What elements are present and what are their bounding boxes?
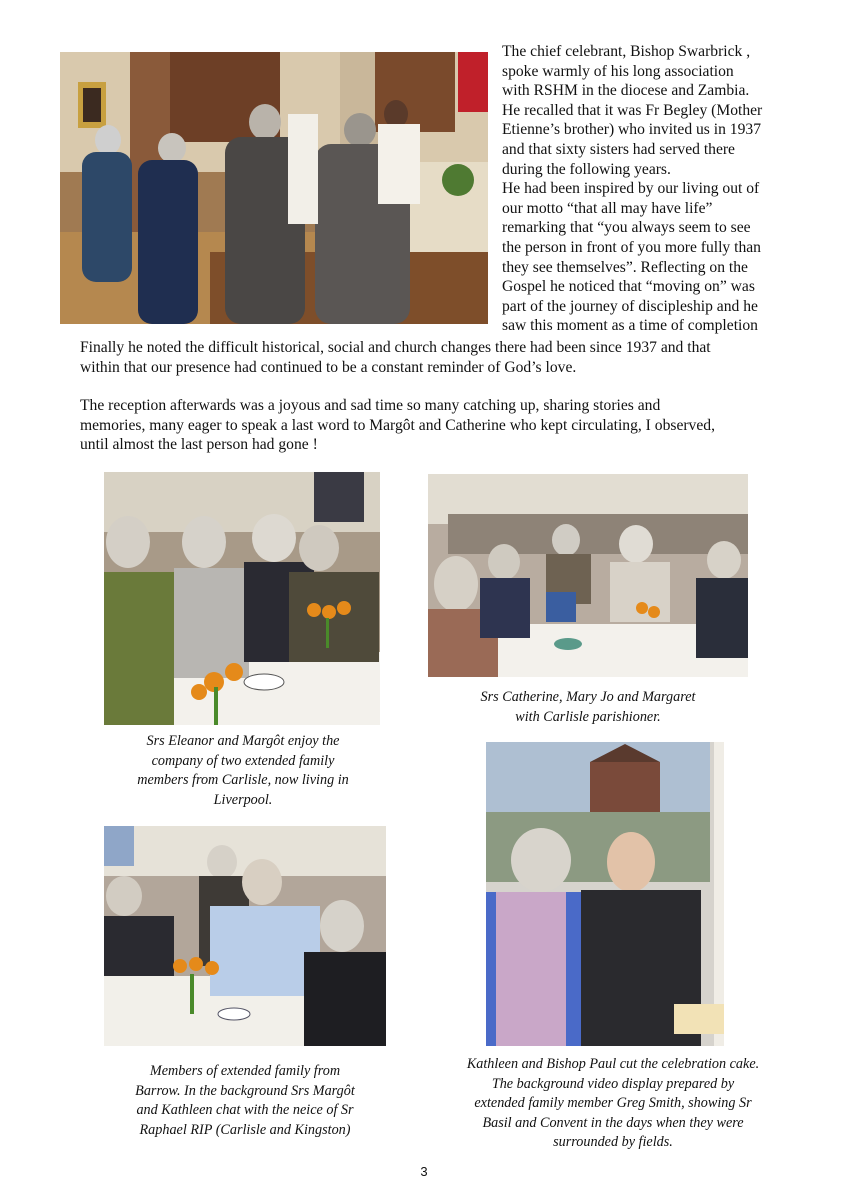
intro-line: they see themselves”. Reflecting on the [502,258,748,276]
intro-line: He recalled that it was Fr Begley (Mother [502,101,763,119]
caption-line: members from Carlisle, now living in [137,772,349,789]
caption-line: The background video display prepared by [491,1075,735,1092]
intro-line: the person in front of you more fully than [502,239,761,256]
intro-line: remarking that “you always seem to see [502,219,751,237]
cake-cutting-caption [440,1055,786,1153]
page-number: 3 [420,1164,428,1179]
cake-cutting-photo [486,742,724,1046]
church-ceremony-photo [60,52,488,324]
intro-line: Etienne’s brother) who invited us in 1937 [502,121,761,139]
reception-line: until almost the last person had gone ! [80,436,318,454]
caption-line: Srs Catherine, Mary Jo and Margaret [480,689,696,705]
barrow-family-caption [100,1062,390,1140]
caption-line: surrounded by fields. [553,1134,673,1151]
intro-line: saw this moment as a time of completion [502,317,758,335]
intro-line: during the following years. [502,160,671,178]
caption-line: Barrow. In the background Srs Margôt [135,1082,355,1099]
catherine-maryjo-caption [428,688,748,727]
caption-line: Liverpool. [213,791,273,808]
eleanor-margot-caption [104,732,382,810]
caption-line: Srs Eleanor and Margôt enjoy the [146,733,340,749]
caption-line: company of two extended family [151,752,335,769]
reception-line: memories, many eager to speak a last word to Margôt and Catherine who kept circulating, I observed, [80,416,715,434]
caption-line: Kathleen and Bishop Paul cut the celebration cake. [466,1056,760,1072]
eleanor-margot-family-photo [104,472,380,725]
caption-line: Basil and Convent in the days when they were [482,1114,744,1131]
intro-line: with RSHM in the diocese and Zambia. [502,82,750,100]
caption-line: extended family member Greg Smith, showing Sr [474,1095,752,1112]
catherine-maryjo-margaret-photo [428,474,748,677]
intro-line: Gospel he noticed that “moving on” was [502,278,755,296]
continuation-line: Finally he noted the difficult historical, social and church changes there had been since 1937 and that [80,339,711,356]
reception-line: The reception afterwards was a joyous and sad time so many catching up, sharing stories and [80,397,661,414]
caption-line: and Kathleen chat with the neice of Sr [136,1102,354,1119]
caption-line: Members of extended family from [149,1063,341,1079]
barrow-family-photo [104,826,386,1046]
caption-line: with Carlisle parishioner. [515,708,661,725]
intro-line: The chief celebrant, Bishop Swarbrick , [502,43,751,60]
caption-line: Raphael RIP (Carlisle and Kingston) [139,1121,351,1138]
continuation-line: within that our presence had continued to be a constant reminder of God’s love. [80,358,577,376]
intro-line: our motto “that all may have life” [502,199,713,217]
intro-line: He had been inspired by our living out of [502,180,760,198]
intro-line: spoke warmly of his long association [502,62,734,80]
intro-line: and that sixty sisters had served there [502,141,735,158]
intro-line: part of the journey of discipleship and he [502,297,758,315]
